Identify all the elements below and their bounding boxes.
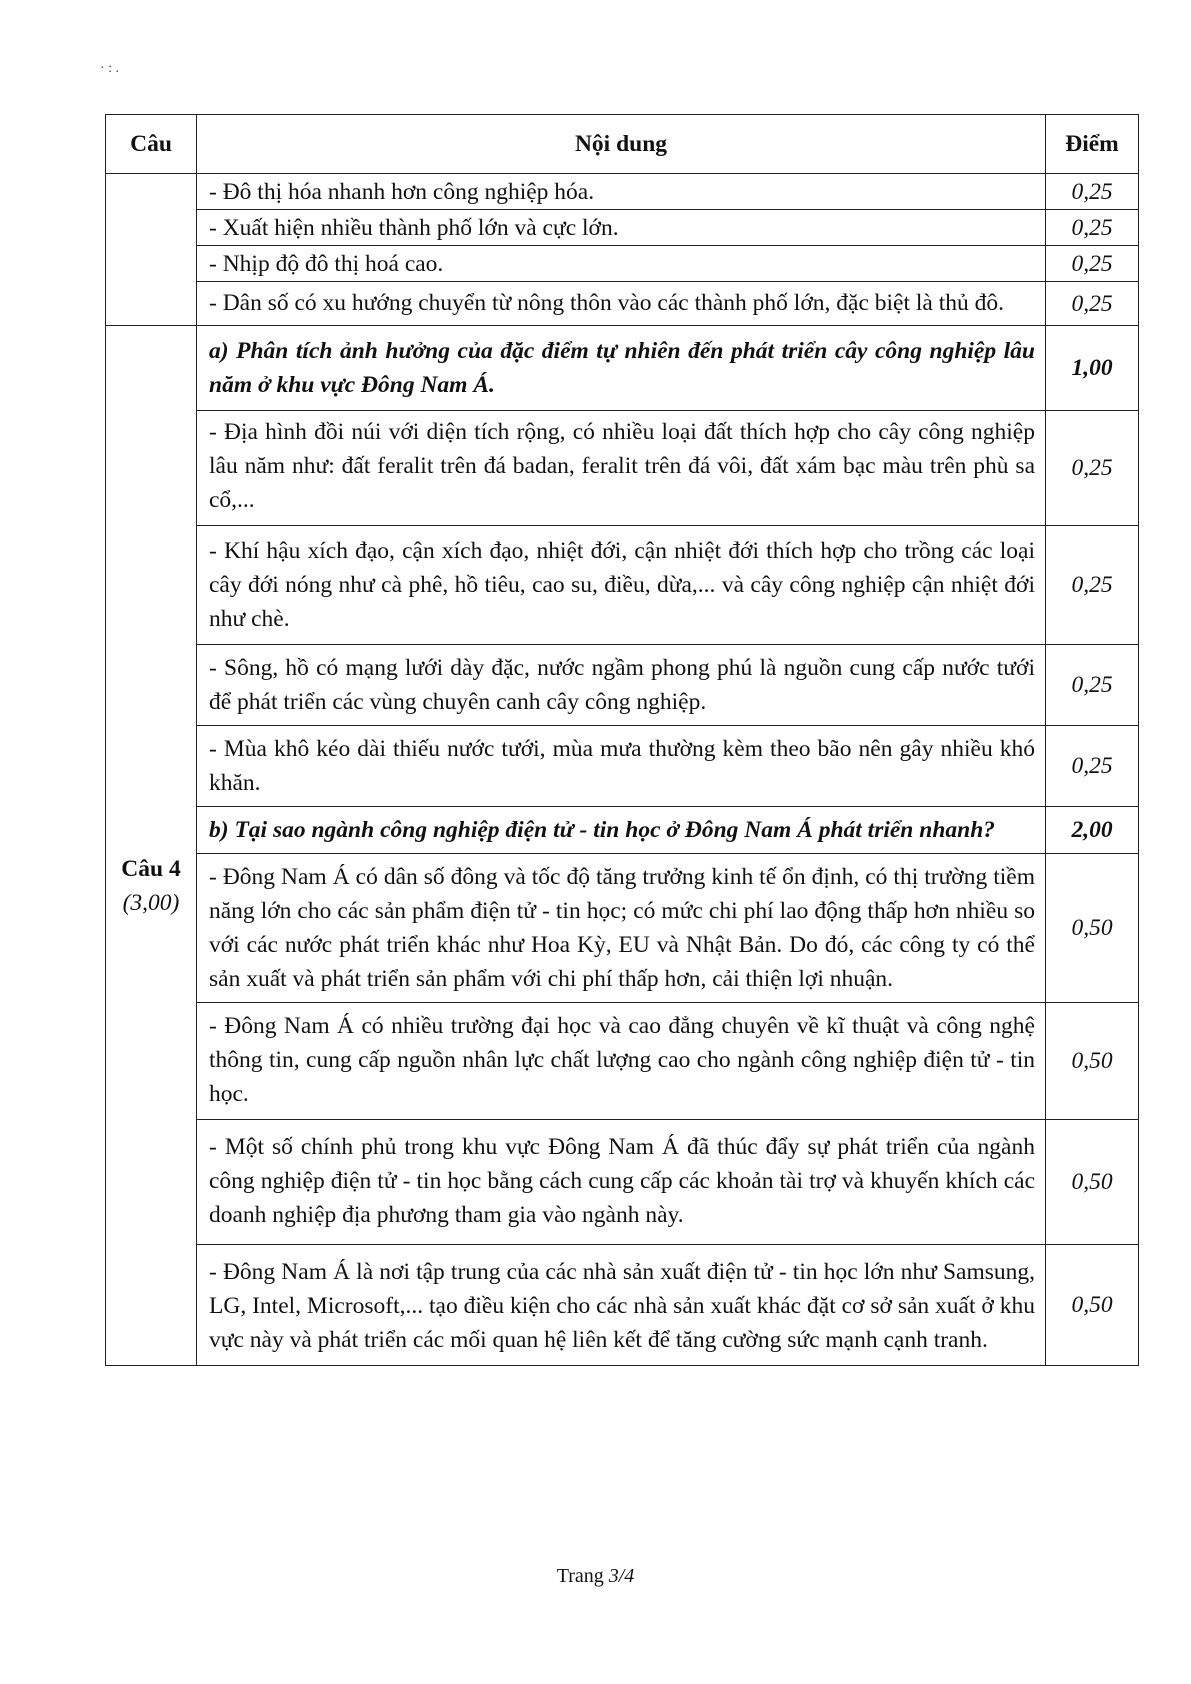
content-cell: - Đô thị hóa nhanh hơn công nghiệp hóa. [197,174,1046,210]
score-cell: 0,50 [1046,1245,1139,1366]
table-row [106,1003,1139,1120]
content-cell: - Nhịp độ đô thị hoá cao. [197,246,1046,282]
score-cell: 0,25 [1046,282,1139,326]
grading-table [105,114,1139,1366]
part-a-score: 1,00 [1046,326,1139,411]
header-question: Câu [106,115,197,174]
score-cell: 0,25 [1046,526,1139,645]
content-cell: - Xuất hiện nhiều thành phố lớn và cực lớn. [197,210,1046,246]
page-number: 3/4 [608,1565,635,1587]
content-cell: - Đông Nam Á là nơi tập trung của các nhà sản xuất điện tử - tin học lớn như Samsung, LG, Intel, Microsoft,... tạo điều kiện cho các nhà sản xuất khác đặt cơ sở sản xuất ở khu vực này và phát triển các mối quan hệ liên kết để tăng cường sức mạnh cạnh tranh. [197,1245,1046,1366]
table-row [106,526,1139,645]
question-points: (3,00) [122,889,180,916]
content-cell: - Địa hình đồi núi với diện tích rộng, có nhiều loại đất thích hợp cho cây công nghiệp lâu năm như: đất feralit trên đá badan, feralit trên đá vôi, đất xám bạc màu trên phù sa cổ,... [197,411,1046,526]
part-b-score: 2,00 [1046,807,1139,854]
score-cell: 0,25 [1046,174,1139,210]
score-cell: 0,25 [1046,246,1139,282]
scan-specks: · : . [100,61,120,76]
score-cell: 0,50 [1046,1003,1139,1120]
table-row [106,282,1139,326]
table-row [106,807,1139,854]
part-b-heading: b) Tại sao ngành công nghiệp điện tử - tin học ở Đông Nam Á phát triển nhanh? [197,807,1046,854]
score-cell: 0,25 [1046,210,1139,246]
header-content: Nội dung [197,115,1046,174]
question-label: Câu 4 [121,855,181,882]
page-footer [0,1565,1191,1588]
question-cell-continued [106,174,197,326]
content-cell: - Khí hậu xích đạo, cận xích đạo, nhiệt đới, cận nhiệt đới thích hợp cho trồng các loại cây đới nóng như cà phê, hồ tiêu, cao su, điều, dừa,... và cây công nghiệp cận nhiệt đới như chè. [197,526,1046,645]
table-row [106,246,1139,282]
table-row [106,1120,1139,1245]
score-cell: 0,50 [1046,854,1139,1003]
content-cell: - Mùa khô kéo dài thiếu nước tưới, mùa mưa thường kèm theo bão nên gây nhiều khó khăn. [197,726,1046,807]
score-cell: 0,25 [1046,645,1139,726]
content-cell: - Đông Nam Á có nhiều trường đại học và cao đẳng chuyên về kĩ thuật và công nghệ thông tin, cung cấp nguồn nhân lực chất lượng cao cho ngành công nghiệp điện tử - tin học. [197,1003,1046,1120]
content-cell: - Sông, hồ có mạng lưới dày đặc, nước ngầm phong phú là nguồn cung cấp nước tưới để phát triển các vùng chuyên canh cây công nghiệp. [197,645,1046,726]
table-row [106,726,1139,807]
score-cell: 0,25 [1046,411,1139,526]
part-a-heading: a) Phân tích ảnh hưởng của đặc điểm tự nhiên đến phát triển cây công nghiệp lâu năm ở khu vực Đông Nam Á. [197,326,1046,411]
page-label: Trang [556,1565,604,1587]
content-cell: - Dân số có xu hướng chuyển từ nông thôn vào các thành phố lớn, đặc biệt là thủ đô. [197,282,1046,326]
table-row [106,854,1139,1003]
score-cell: 0,50 [1046,1120,1139,1245]
header-row [106,115,1139,174]
table-row [106,210,1139,246]
content-cell: - Đông Nam Á có dân số đông và tốc độ tăng trưởng kinh tế ổn định, có thị trường tiềm năng lớn cho các sản phẩm điện tử - tin học; có mức chi phí lao động thấp hơn nhiều so với các nước phát triển khác như Hoa Kỳ, EU và Nhật Bản. Do đó, các công ty có thể sản xuất và phát triển sản phẩm với chi phí thấp hơn, cải thiện lợi nhuận. [197,854,1046,1003]
header-score: Điểm [1046,115,1139,174]
table-row [106,411,1139,526]
table-row [106,1245,1139,1366]
content-cell: - Một số chính phủ trong khu vực Đông Nam Á đã thúc đẩy sự phát triển của ngành công nghiệp điện tử - tin học bằng cách cung cấp các khoản tài trợ và khuyến khích các doanh nghiệp địa phương tham gia vào ngành này. [197,1120,1046,1245]
score-cell: 0,25 [1046,726,1139,807]
question-cell-q4 [106,326,197,1366]
table-row [106,326,1139,411]
table-row [106,174,1139,210]
table-row [106,645,1139,726]
